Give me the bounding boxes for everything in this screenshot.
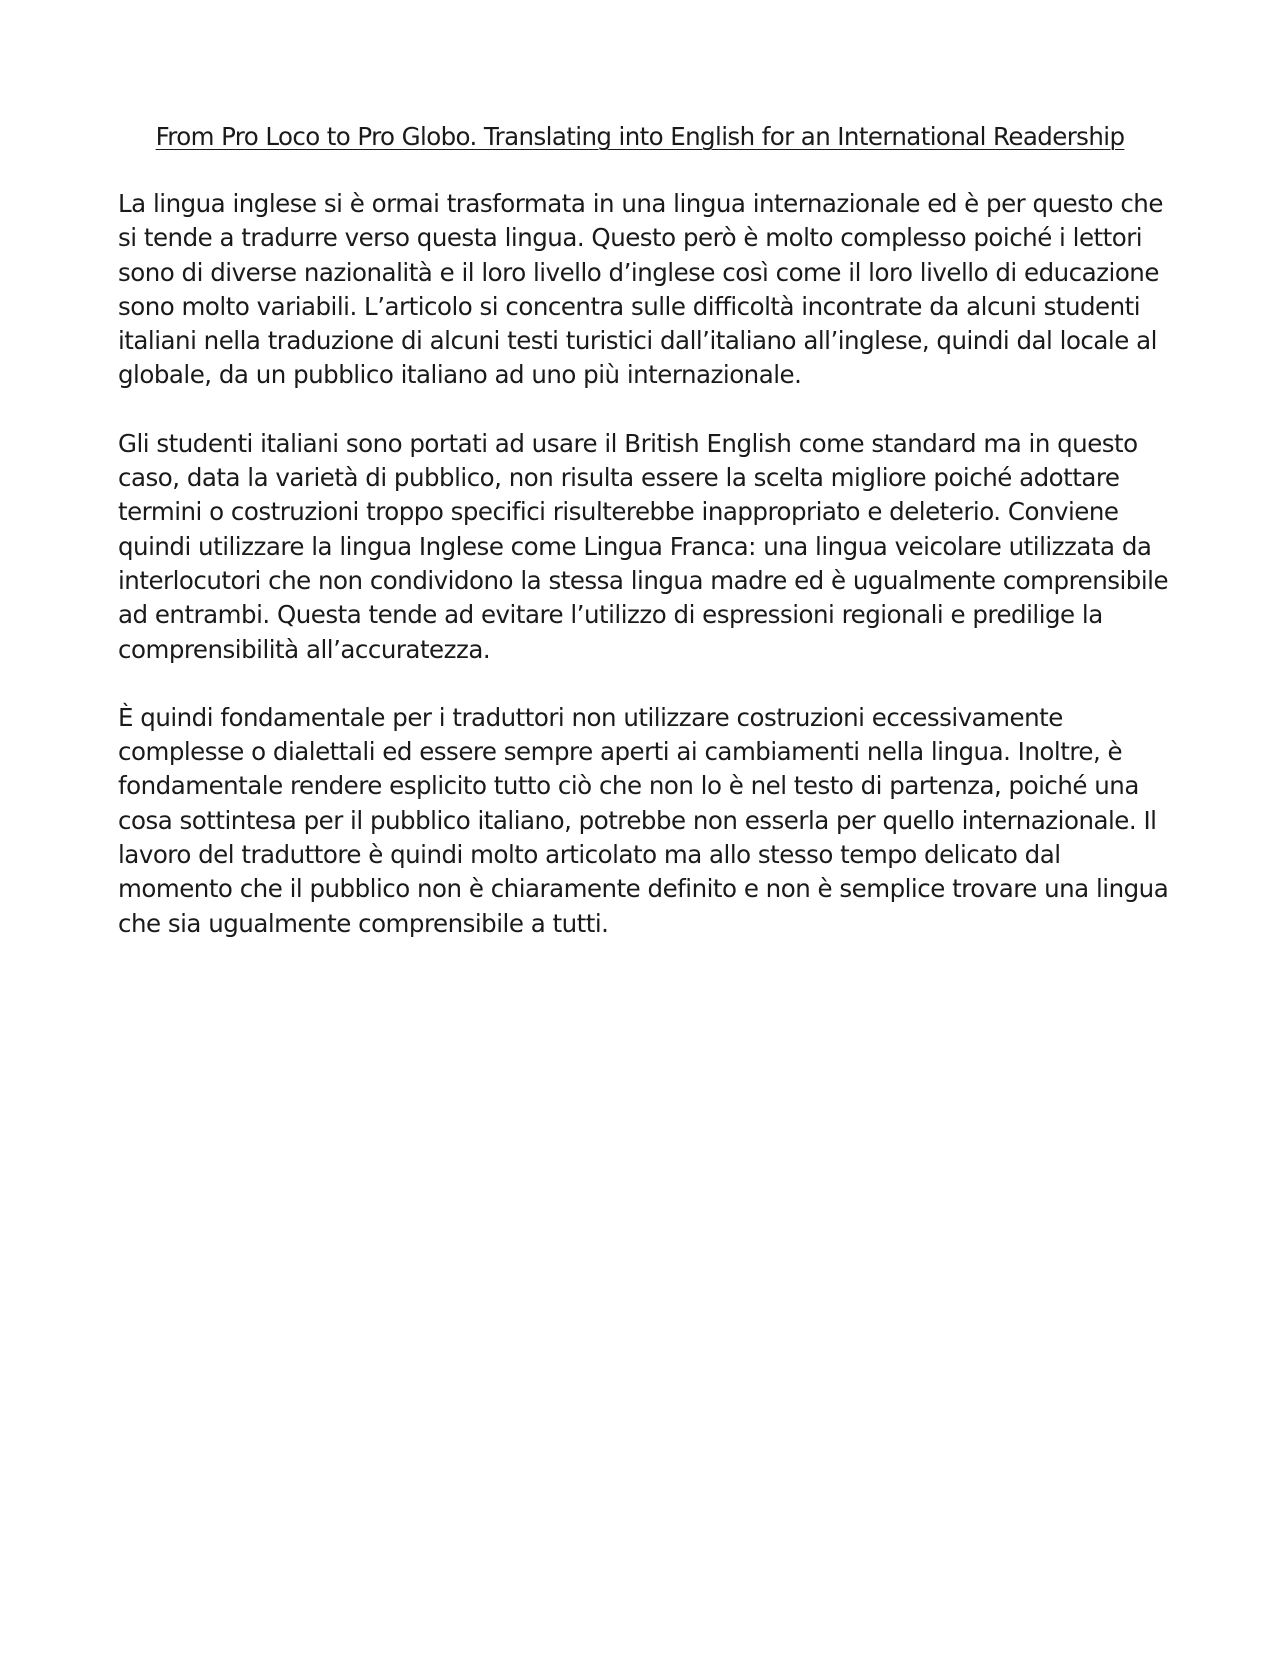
text-line: caso, data la varietà di pubblico, non risulta essere la scelta migliore poiché adottare [118, 463, 1120, 493]
paragraph-1 [118, 187, 1168, 393]
text-line: sono di diverse nazionalità e il loro livello d’inglese così come il loro livello di educazione [118, 257, 1159, 287]
text-line: cosa sottintesa per il pubblico italiano, potrebbe non esserla per quello internazionale. Il [118, 805, 1157, 835]
text-line: momento che il pubblico non è chiaramente definito e non è semplice trovare una lingua [118, 874, 1169, 904]
text-line: interlocutori che non condividono la stessa lingua madre ed è ugualmente comprensibile [118, 565, 1169, 595]
text-line: sono molto variabili. L’articolo si concentra sulle difficoltà incontrate da alcuni studenti [118, 291, 1141, 321]
text-line: globale, da un pubblico italiano ad uno più internazionale. [118, 360, 802, 390]
text-line: fondamentale rendere esplicito tutto ciò che non lo è nel testo di partenza, poiché una [118, 771, 1139, 801]
text-line: La lingua inglese si è ormai trasformata in una lingua internazionale ed è per questo che [118, 189, 1163, 218]
text-line: comprensibilità all’accuratezza. [118, 634, 491, 664]
document-title: From Pro Loco to Pro Globo. Translating into English for an International Readership [155, 122, 1125, 151]
document-body [118, 187, 1168, 975]
text-line: lavoro del traduttore è quindi molto articolato ma allo stesso tempo delicato dal [118, 840, 1061, 870]
text-line: si tende a tradurre verso questa lingua. Questo però è molto complesso poiché i lettori [118, 223, 1143, 253]
text-line: italiani nella traduzione di alcuni testi turistici dall’italiano all’inglese, quindi dal locale al [118, 326, 1157, 356]
text-line: quindi utilizzare la lingua Inglese come Lingua Franca: una lingua veicolare utilizzata da [118, 531, 1152, 561]
paragraph-3 [118, 701, 1168, 941]
text-line: Gli studenti italiani sono portati ad usare il British English come standard ma in questo [118, 428, 1138, 458]
text-line: complesse o dialettali ed essere sempre aperti ai cambiamenti nella lingua. Inoltre, è [118, 737, 1123, 767]
text-line: termini o costruzioni troppo specifici risulterebbe inappropriato e deleterio. Conviene [118, 497, 1119, 527]
text-line: È quindi fondamentale per i traduttori non utilizzare costruzioni eccessivamente [118, 702, 1063, 732]
text-line: che sia ugualmente comprensibile a tutti. [118, 908, 609, 938]
text-line: ad entrambi. Questa tende ad evitare l’utilizzo di espressioni regionali e predilige la [118, 600, 1103, 630]
paragraph-2 [118, 427, 1168, 667]
